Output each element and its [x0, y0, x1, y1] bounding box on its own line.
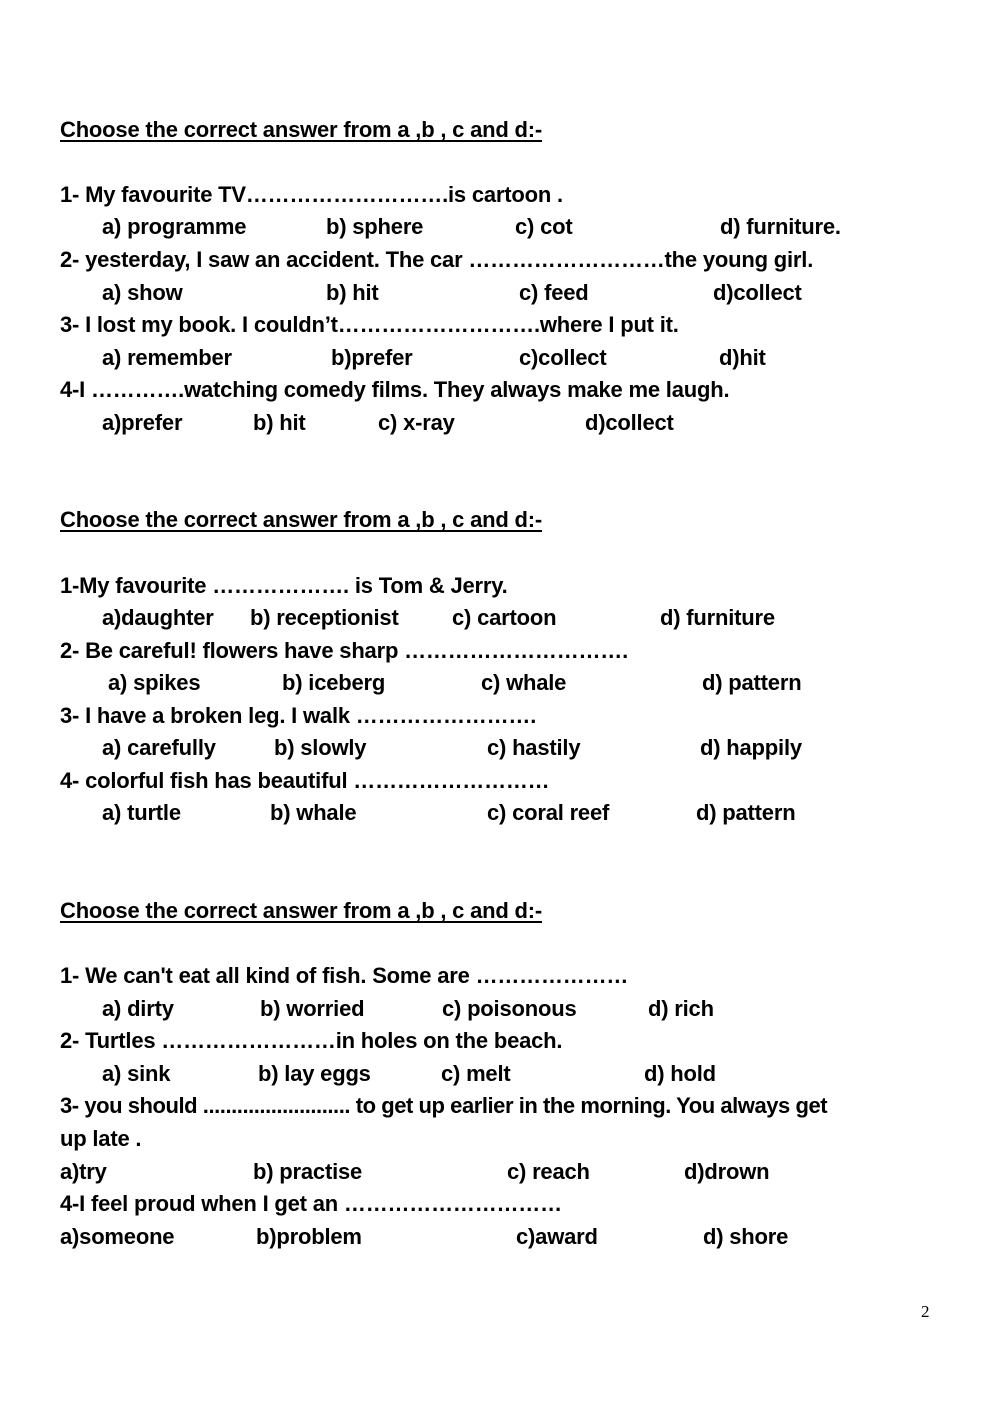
s1-q1-option-a: a) programme	[102, 214, 247, 239]
s2-q2-option-b: b) iceberg	[282, 670, 386, 695]
s3-q1-option-c: c) poisonous	[442, 996, 577, 1021]
s3-q4-option-a: a)someone	[60, 1224, 175, 1249]
s2-q4-option-d: d) pattern	[696, 800, 796, 825]
s2-q4-option-a: a) turtle	[102, 800, 181, 825]
s3-q3-option-d: d)drown	[684, 1159, 770, 1184]
s2-q2-option-a: a) spikes	[108, 670, 201, 695]
s3-q1-option-a: a) dirty	[102, 996, 174, 1021]
s1-q2-text: 2- yesterday, I saw an accident. The car ………………………the young girl.	[60, 247, 814, 272]
s2-q1-option-a: a)daughter	[102, 605, 214, 630]
s1-q2-option-c: c) feed	[519, 280, 589, 305]
s1-q4-option-d: d)collect	[585, 410, 674, 435]
s1-q3-option-d: d)hit	[719, 345, 766, 370]
s1-q4-option-a: a)prefer	[102, 410, 183, 435]
s1-q3-option-a: a) remember	[102, 345, 232, 370]
s3-q4-option-d: d) shore	[703, 1224, 789, 1249]
s1-q1-option-d: d) furniture.	[720, 214, 841, 239]
s3-q4-option-c: c)award	[516, 1224, 598, 1249]
s1-q1-text: 1- My favourite TV……………………….is cartoon .	[60, 182, 563, 207]
s2-q1-option-b: b) receptionist	[250, 605, 399, 630]
s2-q4-option-b: b) whale	[270, 800, 357, 825]
section-2-heading: Choose the correct answer from a ,b , c and d:-	[60, 507, 543, 532]
s3-q3-option-a: a)try	[60, 1159, 107, 1184]
s3-q3-option-b: b) practise	[253, 1159, 363, 1184]
s3-q1-option-b: b) worried	[260, 996, 365, 1021]
s2-q3-text: 3- I have a broken leg. I walk …………………….	[60, 703, 537, 728]
s1-q1-option-c: c) cot	[515, 214, 573, 239]
s1-q2-option-d: d)collect	[713, 280, 802, 305]
s2-q3-option-c: c) hastily	[487, 735, 581, 760]
section-1-heading: Choose the correct answer from a ,b , c and d:-	[60, 117, 543, 142]
s2-q2-option-c: c) whale	[481, 670, 567, 695]
s3-q2-option-d: d) hold	[644, 1061, 716, 1086]
s1-q4-option-b: b) hit	[253, 410, 306, 435]
s3-q1-option-d: d) rich	[648, 996, 714, 1021]
s2-q4-option-c: c) coral reef	[487, 800, 610, 825]
s1-q2-option-a: a) show	[102, 280, 183, 305]
s3-q2-option-a: a) sink	[102, 1061, 171, 1086]
s1-q3-option-c: c)collect	[519, 345, 607, 370]
s2-q2-option-d: d) pattern	[702, 670, 802, 695]
s1-q1-option-b: b) sphere	[326, 214, 424, 239]
s3-q3-text: 3- you should .......................... to get up earlier in the morning. You always get	[60, 1093, 828, 1118]
s2-q3-option-b: b) slowly	[274, 735, 367, 760]
s1-q4-option-c: c) x-ray	[378, 410, 455, 435]
s1-q4-text: 4-I ………….watching comedy films. They always make me laugh.	[60, 377, 730, 402]
s3-q4-text: 4-I feel proud when I get an …………………………	[60, 1191, 562, 1216]
s1-q3-option-b: b)prefer	[331, 345, 413, 370]
s2-q1-option-d: d) furniture	[660, 605, 775, 630]
s3-q4-option-b: b)problem	[256, 1224, 362, 1249]
s2-q3-option-a: a) carefully	[102, 735, 216, 760]
s2-q1-option-c: c) cartoon	[452, 605, 557, 630]
s1-q3-text: 3- I lost my book. I couldn’t……………………….where I put it.	[60, 312, 679, 337]
section-3-heading: Choose the correct answer from a ,b , c and d:-	[60, 898, 543, 923]
s3-q2-text: 2- Turtles ……………………in holes on the beach.	[60, 1028, 563, 1053]
s2-q4-text: 4- colorful fish has beautiful ………………………	[60, 768, 550, 793]
s2-q3-option-d: d) happily	[700, 735, 802, 760]
s3-q3-text-continued: up late .	[60, 1126, 142, 1151]
s2-q1-text: 1-My favourite ………………. is Tom & Jerry.	[60, 573, 508, 598]
s3-q2-option-b: b) lay eggs	[258, 1061, 371, 1086]
s3-q3-option-c: c) reach	[507, 1159, 590, 1184]
s3-q1-text: 1- We can't eat all kind of fish. Some are …………………	[60, 963, 629, 988]
s2-q2-text: 2- Be careful! flowers have sharp ………………………….	[60, 638, 629, 663]
s3-q2-option-c: c) melt	[441, 1061, 511, 1086]
page-number: 2	[921, 1302, 930, 1321]
s1-q2-option-b: b) hit	[326, 280, 379, 305]
